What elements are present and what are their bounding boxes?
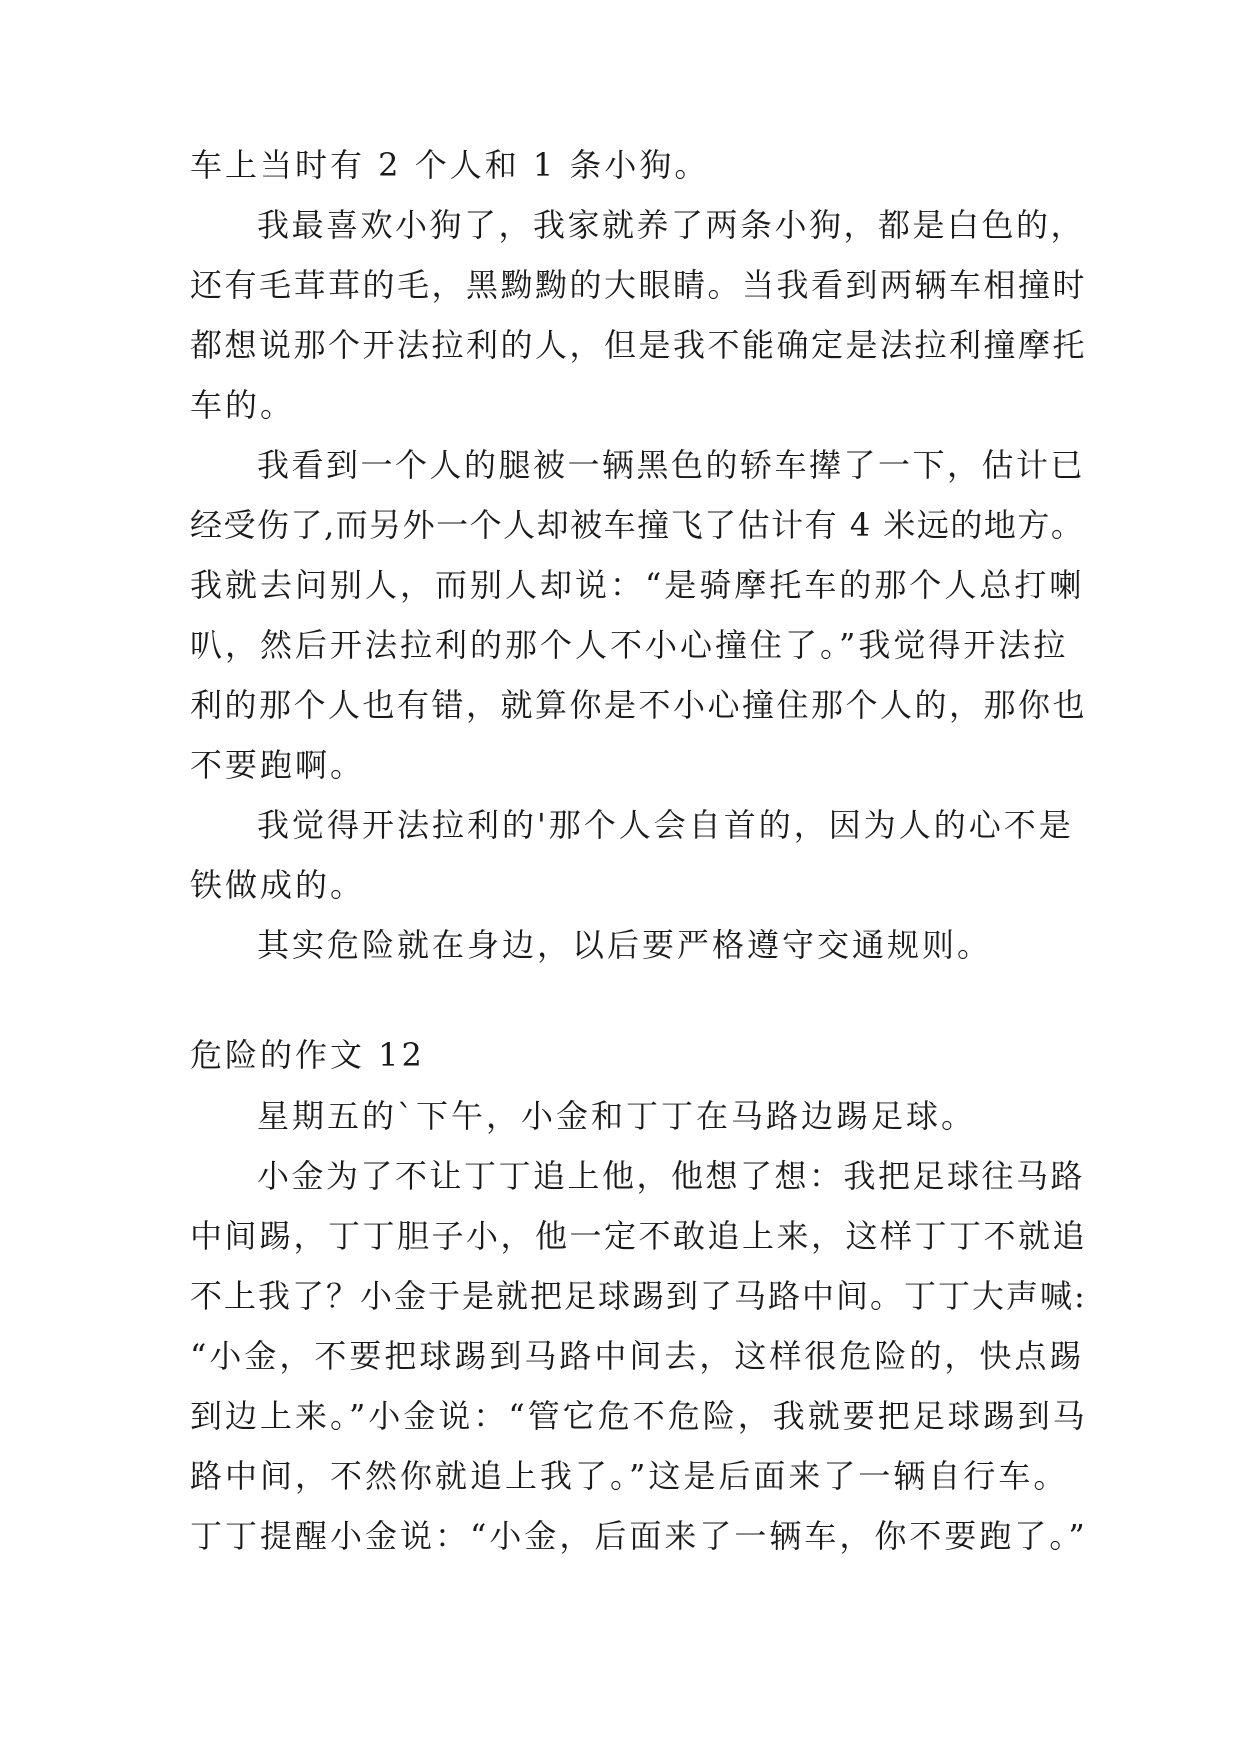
text-line: 路中间，不然你就追上我了。”这是后面来了一辆自行车。 bbox=[190, 1457, 1069, 1495]
text-line: “小金，不要把球踢到马路中间去，这样很危险的，快点踢 bbox=[190, 1337, 1085, 1375]
text-line: 丁丁提醒小金说：“小金，后面来了一辆车，你不要跑了。” bbox=[190, 1517, 1088, 1555]
text-line: 铁做成的。 bbox=[190, 866, 366, 904]
paragraph-start: 星期五的`下午，小金和丁丁在马路边踢足球。 bbox=[257, 1097, 977, 1135]
paragraph-start: 我觉得开法拉利的'那个人会自首的，因为人的心不是 bbox=[257, 806, 1074, 844]
paragraph-start: 其实危险就在身边，以后要严格遵守交通规则。 bbox=[257, 926, 993, 964]
text-line: 经受伤了,而另外一个人却被车撞飞了估计有 4 米远的地方。 bbox=[190, 506, 1085, 544]
text-line: 叭，然后开法拉利的那个人不小心撞住了。”我觉得开法拉 bbox=[190, 626, 1069, 664]
text-line: 都想说那个开法拉利的人，但是我不能确定是法拉利撞摩托 bbox=[190, 326, 1088, 364]
text-line: 不上我了？小金于是就把足球踢到了马路中间。丁丁大声喊: bbox=[190, 1277, 1087, 1315]
text-line: 不要跑啊。 bbox=[190, 746, 366, 784]
paragraph-start: 我看到一个人的腿被一辆黑色的轿车撵了一下，估计已 bbox=[257, 446, 1086, 484]
text-line: 中间踢，丁丁胆子小，他一定不敢追上来，这样丁丁不就追 bbox=[190, 1217, 1088, 1255]
paragraph-start: 我最喜欢小狗了，我家就养了两条小狗，都是白色的， bbox=[257, 206, 1086, 244]
text-line: 车的。 bbox=[190, 386, 296, 424]
text-line: 我就去问别人，而别人却说：“是骑摩托车的那个人总打喇 bbox=[190, 566, 1085, 604]
text-line: 还有毛茸茸的毛，黑黝黝的大眼睛。当我看到两辆车相撞时 bbox=[190, 266, 1088, 304]
paragraph-start: 小金为了不让丁丁追上他，他想了想：我把足球往马路 bbox=[257, 1157, 1086, 1195]
text-line: 车上当时有 2 个人和 1 条小狗。 bbox=[190, 146, 710, 184]
section-title: 危险的作文 12 bbox=[190, 1036, 425, 1074]
text-line: 到边上来。”小金说：“管它危不危险，我就要把足球踢到马 bbox=[190, 1397, 1088, 1435]
text-line: 利的那个人也有错，就算你是不小心撞住那个人的，那你也 bbox=[190, 686, 1088, 724]
